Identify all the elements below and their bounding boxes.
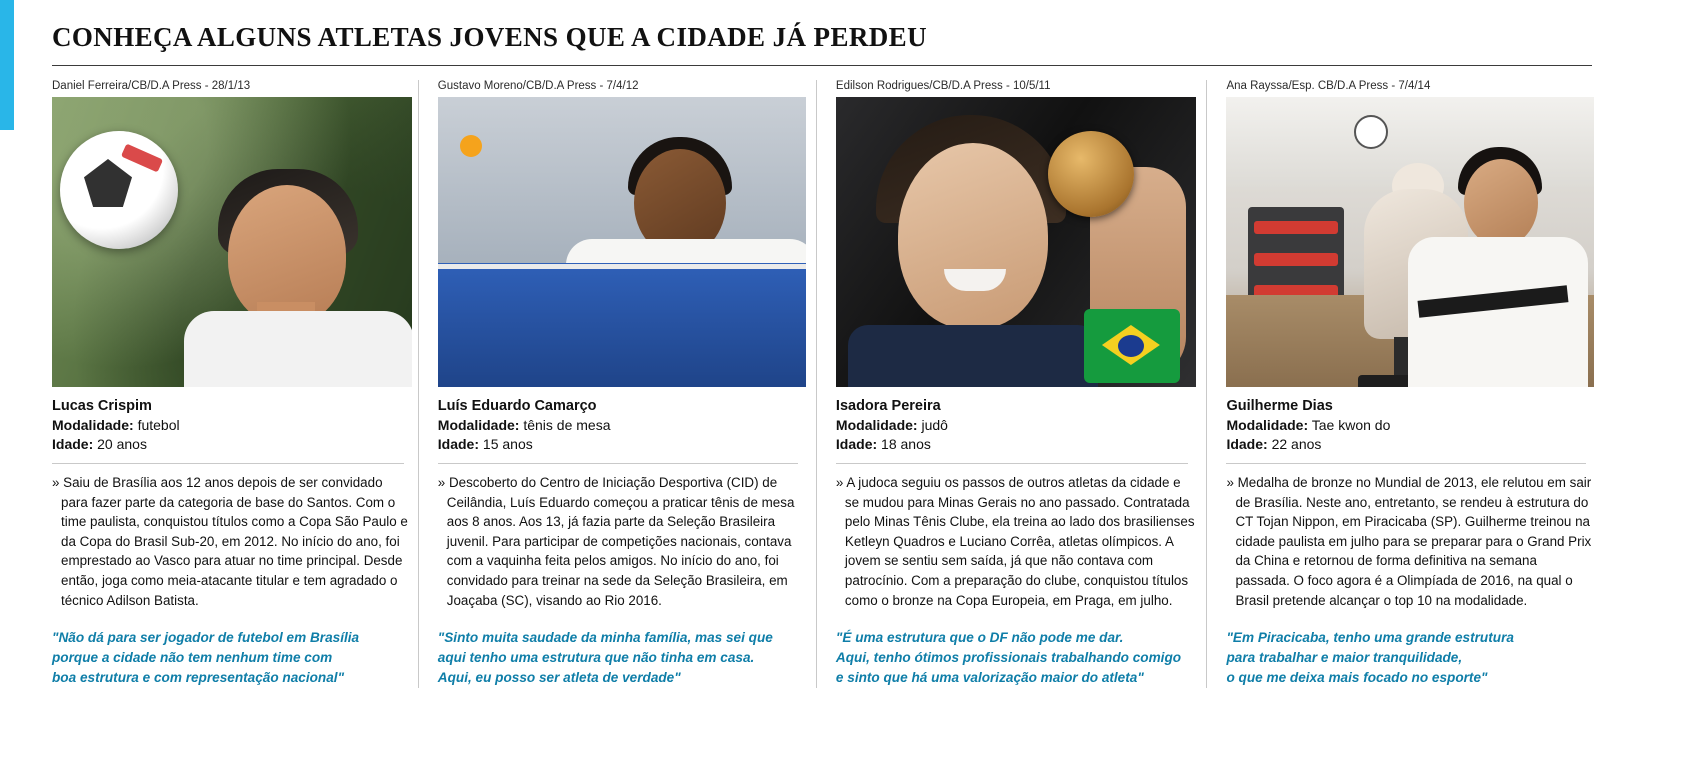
photo-credit: Gustavo Moreno/CB/D.A Press - 7/4/12 [437, 80, 639, 92]
athlete-card [52, 80, 418, 688]
quote-line: "Em Piracicaba, tenho uma grande estrutura [1226, 630, 1514, 646]
modalidade-label: Modalidade: [52, 417, 134, 433]
athlete-columns [52, 80, 1597, 688]
card-divider [438, 463, 798, 464]
quote-line: "É uma estrutura que o DF não pode me dar. [835, 630, 1124, 646]
athlete-card [418, 80, 816, 688]
idade-value: 22 anos [1271, 436, 1322, 452]
modalidade-label: Modalidade: [1226, 417, 1309, 433]
athlete-bio: » A judoca seguiu os passos de outros atletas da cidade e se mudou para Minas Gerais no ano passado. Contratada pelo Minas Tênis Clube, ela treina ao lado dos brasilienses Ketleyn Quadros e Luciano Corrêa, atletas olímpicos. A jovem se sentiu sem saída, já que não contava com patrocínio. Com a preparação do clube, conquistou títulos como o bronze na Copa Europeia, em Praga, em julho. [835, 475, 1195, 608]
athlete-name: Guilherme Dias [1226, 398, 1333, 414]
photo-credit: Daniel Ferreira/CB/D.A Press - 28/1/13 [52, 80, 251, 92]
athlete-modalidade [1226, 417, 1597, 433]
athlete-modalidade [836, 417, 1207, 433]
athlete-name: Isadora Pereira [835, 398, 941, 414]
quote-line: e sinto que há uma valorização maior do atleta" [835, 670, 1144, 686]
idade-label: Idade: [835, 436, 878, 452]
athlete-quote [438, 628, 794, 688]
idade-value: 20 anos [97, 436, 147, 452]
modalidade-value: judô [921, 417, 948, 433]
idade-value: 18 anos [881, 436, 931, 452]
idade-label: Idade: [1226, 436, 1268, 452]
athlete-name: Lucas Crispim [52, 398, 152, 414]
athlete-modalidade [52, 417, 418, 433]
athlete-quote [1226, 628, 1582, 688]
quote-line: o que me deixa mais focado no esporte" [1226, 670, 1488, 686]
athlete-photo [1226, 97, 1594, 387]
modalidade-value: tênis de mesa [523, 417, 611, 433]
quote-line: porque a cidade não tem nenhum time com [52, 650, 333, 666]
athlete-idade [1226, 436, 1597, 452]
photo-credit: Ana Rayssa/Esp. CB/D.A Press - 7/4/14 [1226, 80, 1431, 92]
idade-value: 15 anos [482, 436, 533, 452]
quote-line: Aqui, tenho ótimos profissionais trabalhando comigo [835, 650, 1182, 666]
idade-label: Idade: [52, 436, 94, 452]
athlete-idade [52, 436, 418, 452]
quote-line: boa estrutura e com representação nacional" [52, 670, 345, 686]
athlete-bio: » Medalha de bronze no Mundial de 2013, ele relutou em sair de Brasília. Neste ano, entretanto, se rendeu à estrutura do CT Tojan Nippon, em Piracicaba (SP). Guilherme treinou na cidade paulista em julho para se preparar para o Grand Prix da China e retornou de forma definitiva na semana passada. O foco agora é a Olimpíada de 2016, na qual o Brasil pretende alcançar o top 10 na modalidade. [1226, 475, 1592, 608]
athlete-quote [52, 628, 408, 688]
athlete-bio: » Descoberto do Centro de Iniciação Desportiva (CID) de Ceilândia, Luís Eduardo começou a praticar tênis de mesa aos 8 anos. Aos 13, já fazia parte da Seleção Brasileira juvenil. Para participar de competições nacionais, contava com a vaquinha feita pelos amigos. No início do ano, foi convidado para treinar na sede da Seleção Brasileira, em Joaçaba (SC), visando ao Rio 2016. [437, 475, 795, 608]
ping-pong-ball-icon [460, 135, 482, 157]
athlete-card [816, 80, 1207, 688]
athlete-photo [836, 97, 1196, 387]
athlete-name: Luís Eduardo Camarço [437, 398, 597, 414]
page-title: CONHEÇA ALGUNS ATLETAS JOVENS QUE A CIDADE JÁ PERDEU [52, 22, 927, 52]
athlete-idade [438, 436, 816, 452]
article-page [52, 0, 1652, 784]
quote-line: "Sinto muita saudade da minha família, mas sei que [437, 630, 773, 646]
card-divider [1226, 463, 1586, 464]
photo-credit: Edilson Rodrigues/CB/D.A Press - 10/5/11 [835, 80, 1051, 92]
athlete-modalidade [438, 417, 816, 433]
quote-line: para trabalhar e maior tranquilidade, [1226, 650, 1463, 666]
idade-label: Idade: [437, 436, 480, 452]
quote-line: Aqui, eu posso ser atleta de verdade" [437, 670, 681, 686]
athlete-photo [438, 97, 806, 387]
athlete-bio: » Saiu de Brasília aos 12 anos depois de ser convidado para fazer parte da categoria de base do Santos. Com o time paulista, conquistou títulos como a Copa São Paulo e da Copa do Brasil Sub-20, em 2012. No início do ano, foi emprestado ao Vasco para atuar no time principal. Desde então, joga como meia-atacante titular e tem agradado o técnico Adilson Batista. [52, 475, 408, 608]
modalidade-value: futebol [137, 417, 180, 433]
athlete-card [1206, 80, 1597, 688]
athlete-photo [52, 97, 412, 387]
quote-line: aqui tenho uma estrutura que não tinha em casa. [437, 650, 755, 666]
quote-line: "Não dá para ser jogador de futebol em Brasília [52, 630, 360, 646]
modalidade-label: Modalidade: [437, 417, 520, 433]
card-divider [836, 463, 1188, 464]
brazil-flag-icon [1084, 309, 1180, 383]
soccer-ball-icon [60, 131, 178, 249]
medal-icon [1048, 131, 1134, 217]
athlete-idade [836, 436, 1207, 452]
accent-bar [0, 0, 14, 130]
title-divider [52, 65, 1592, 66]
athlete-quote [836, 628, 1192, 688]
modalidade-label: Modalidade: [835, 417, 918, 433]
card-divider [52, 463, 404, 464]
modalidade-value: Tae kwon do [1311, 417, 1391, 433]
